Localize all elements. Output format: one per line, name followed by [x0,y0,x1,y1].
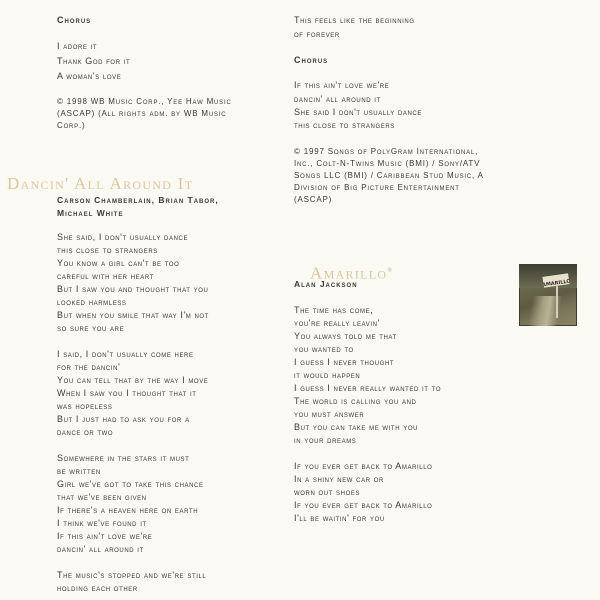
lyric-line: I guess I never thought [294,357,395,367]
lyric-line: was hopeless [57,401,113,411]
lyric-line: be written [57,466,101,476]
lyric-line: I adore it [57,41,98,51]
lyric-line: you wanted to [294,344,354,354]
lyric-line: Girl we've got to take this chance [57,479,204,489]
lyric-line: If this ain't love we're [57,531,153,541]
lyric-line: careful with her heart [57,271,154,281]
lyric-line: She said, I don't usually dance [57,232,189,242]
chorus-heading: Chorus [57,15,92,25]
svg-text:AMARILLO: AMARILLO [542,278,570,289]
lyric-line: this close to strangers [57,245,158,255]
registered-mark: ® [387,268,392,274]
lyric-line: you're really leavin' [294,318,380,328]
lyric-line: you must answer [294,409,365,419]
songwriter-credit: Carson Chamberlain, Brian Tabor, [57,195,219,205]
lyric-line: in your dreams [294,435,357,445]
lyric-line: This feels like the beginning [294,15,415,25]
lyric-line: dance or two [57,427,114,437]
lyric-line: dancin' all around it [57,544,144,554]
songwriter-credit: Alan Jackson [294,279,358,289]
lyric-line: Somewhere in the stars it must [57,453,190,463]
copyright-line: (ASCAP) [294,195,333,204]
songwriter-credit: Michael White [57,208,124,218]
copyright-line: Corp.) [57,121,86,130]
lyric-line: If you ever get back to Amarillo [294,500,433,510]
photo-road-sign [542,273,569,288]
lyric-line: You know a girl can't be too [57,258,180,268]
lyric-line: dancin' all around it [294,94,381,104]
lyric-line: She said I don't usually dance [294,107,422,117]
copyright-line: © 1997 Songs of PolyGram International, [294,147,479,156]
lyric-line: If you ever get back to Amarillo [294,461,433,471]
lyric-line: this close to strangers [294,120,395,130]
lyric-line: A woman's love [57,71,122,81]
copyright-line: Songs LLC (BMI) / Caribbean Stud Music, A [294,171,484,180]
lyric-line: worn out shoes [294,487,361,497]
lyric-line: so sure you are [57,323,125,333]
lyric-line: that we've been given [57,492,147,502]
lyric-line: You always told me that [294,331,397,341]
lyric-line: When I saw you I thought that it [57,388,197,398]
lyric-line: I guess I never really wanted it to [294,383,442,393]
lyric-line: looked harmless [57,297,127,307]
photo-road [524,296,564,326]
song-title-dancin: Dancin' All Around It [7,174,194,193]
copyright-line: Inc., Colt-N-Twins Music (BMI) / Sony/ATV [294,159,481,168]
chorus-heading: Chorus [294,55,329,65]
song-title-text: Amarillo [310,263,388,283]
photo-sign-post [556,284,558,318]
lyric-line: of forever [294,29,340,39]
lyric-line: for the dancin' [57,362,121,372]
lyric-line: But I saw you and thought that you [57,284,209,294]
lyric-line: I said, I don't usually come here [57,349,194,359]
lyric-line: But you can take me with you [294,422,419,432]
amarillo-road-sign-photo [519,264,577,326]
lyric-line: it would happen [294,370,361,380]
lyric-line: I'll be waitin' for you [294,513,385,523]
copyright-line: Division of Big Picture Entertainment [294,183,460,192]
lyric-line: The world is calling you and [294,396,417,406]
song-title-amarillo [310,262,392,283]
lyric-line: I think we've found it [57,518,147,528]
copyright-line: (ASCAP) (All rights adm. by WB Music [57,109,227,118]
lyric-line: The music's stopped and we're still [57,570,207,580]
copyright-line: © 1998 WB Music Corp., Yee Haw Music [57,97,232,106]
lyric-line: The time has come, [294,305,374,315]
lyric-line: holding each other [57,583,138,593]
lyric-line: Thank God for it [57,56,131,66]
lyric-line: But I just had to ask you for a [57,414,190,424]
lyric-line: If this ain't love we're [294,80,390,90]
lyric-line: If there's a heaven here on earth [57,505,199,515]
lyric-line: But when you smile that way I'm not [57,310,209,320]
lyric-line: In a shiny new car or [294,474,384,484]
lyric-line: You can tell that by the way I move [57,375,209,385]
